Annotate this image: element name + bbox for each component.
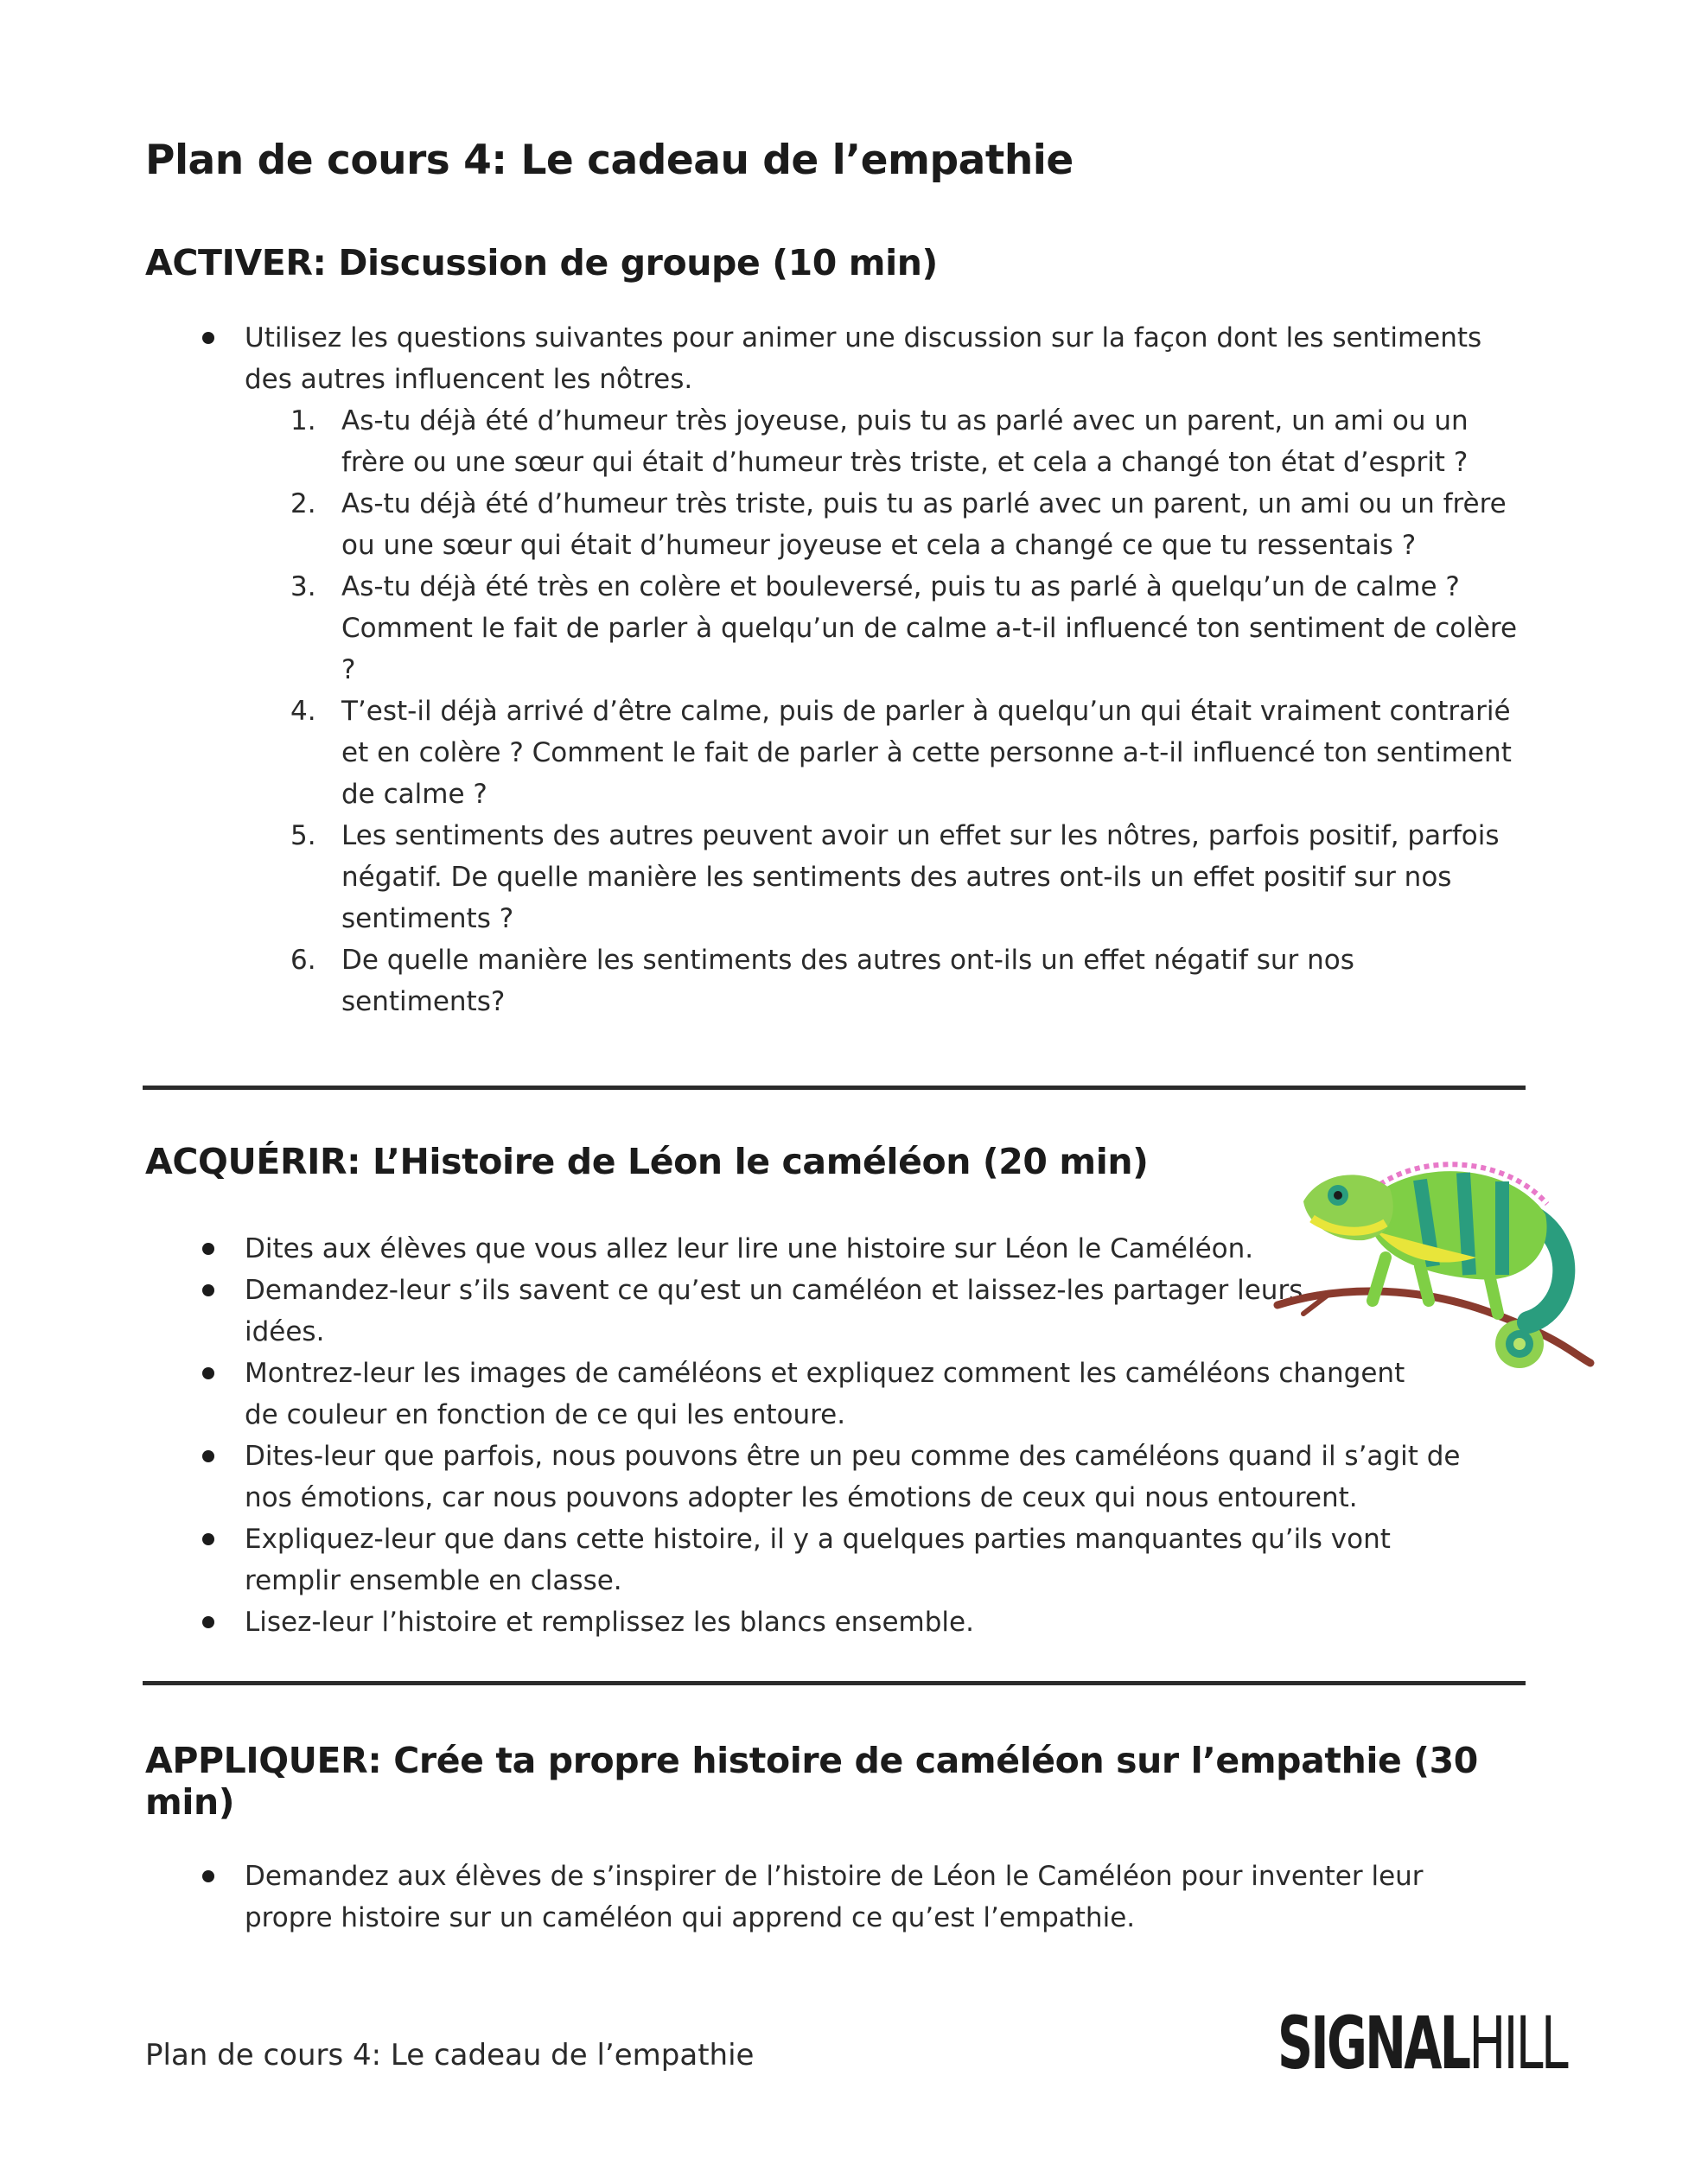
list-item: Utilisez les questions suivantes pour animer une discussion sur la façon dont les sentiments des autres influencent les nôtres. [145,317,1494,400]
section-heading-activer: ACTIVER: Discussion de groupe (10 min) [145,242,938,283]
chameleon-illustration [1269,1137,1597,1396]
bullet-list-activer [145,317,1494,400]
list-item: Demandez aux élèves de s’inspirer de l’histoire de Léon le Caméléon pour inventer leur propre histoire sur un caméléon qui apprend ce qu’est l’empathie. [145,1856,1468,1939]
bullet-list-appliquer [145,1856,1468,1939]
section-heading-appliquer: APPLIQUER: Crée ta propre histoire de caméléon sur l’empathie (30 min) [145,1740,1478,1823]
list-item: Montrez-leur les images de caméléons et expliquez comment les caméléons changent de couleur en fonction de ce qui les entoure. [145,1353,1429,1436]
list-item: 2. As-tu déjà été d’humeur très triste, puis tu as parlé avec un parent, un ami ou un frère ou une sœur qui était d’humeur joyeuse et cela a changé ce que tu ressentais ? [290,488,1507,561]
list-item: 5. Les sentiments des autres peuvent avoir un effet sur les nôtres, parfois positif, parfois négatif. De quelle manière les sentiments des autres ont-ils un effet positif sur nos sentiments ? [290,820,1500,934]
section-divider [143,1681,1526,1685]
list-item: Dites-leur que parfois, nous pouvons être un peu comme des caméléons quand il s’agit de nos émotions, car nous pouvons adopter les émotions de ceux qui nous entourent. [145,1436,1494,1519]
signalhill-logo: SIGNALHILL [1277,2001,1566,2085]
list-item: 4. T’est-il déjà arrivé d’être calme, puis de parler à quelqu’un qui était vraiment contrarié et en colère ? Comment le fait de parler à cette personne a-t-il influencé ton sentiment de calme ? [290,696,1512,810]
list-item: Dites aux élèves que vous allez leur lire une histoire sur Léon le Caméléon. [145,1228,1394,1270]
list-item: 6. De quelle manière les sentiments des autres ont-ils un effet négatif sur nos sentiments? [290,945,1354,1017]
list-item: 1. As-tu déjà été d’humeur très joyeuse, puis tu as parlé avec un parent, un ami ou un frère ou une sœur qui était d’humeur très triste, et cela a changé ton état d’esprit ? [290,405,1469,478]
section-heading-acquerir: ACQUÉRIR: L’Histoire de Léon le caméléon (20 min) [145,1141,1149,1182]
numbered-list-questions [145,400,1520,1022]
footer-text: Plan de cours 4: Le cadeau de l’empathie [145,2038,755,2073]
section-appliquer [145,1740,1528,1939]
section-activer [145,242,1528,1022]
section-divider [143,1086,1526,1090]
list-item: 3. As-tu déjà été très en colère et bouleversé, puis tu as parlé à quelqu’un de calme ? Comment le fait de parler à quelqu’un de calme a-t-il influencé ton sentiment de colère ? [290,571,1518,685]
list-item: Lisez-leur l’histoire et remplissez les blancs ensemble. [145,1601,1494,1643]
list-item: Expliquez-leur que dans cette histoire, il y a quelques parties manquantes qu’ils vont remplir ensemble en classe. [145,1519,1494,1601]
list-item: Demandez-leur s’ils savent ce qu’est un caméléon et laissez-les partager leurs idées. [145,1270,1351,1353]
page-title: Plan de cours 4: Le cadeau de l’empathie [145,137,1074,184]
